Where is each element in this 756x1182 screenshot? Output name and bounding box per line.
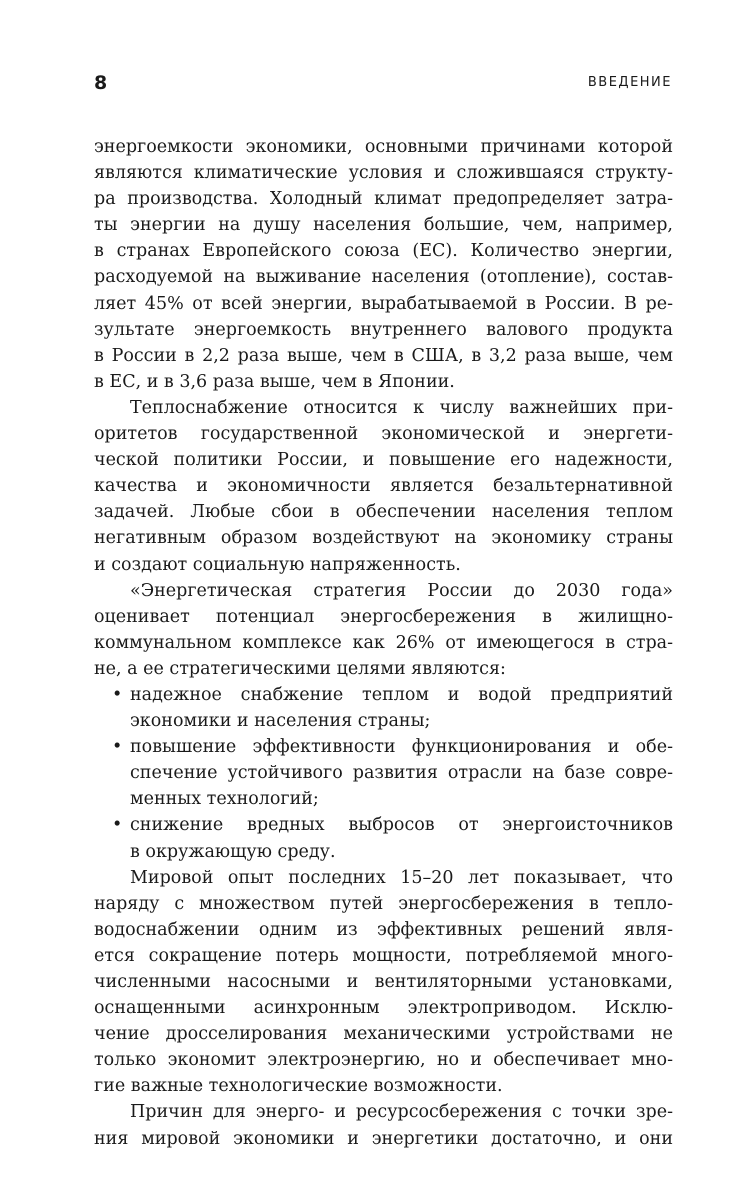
- text-line: качества и экономичности является безальтернативной: [94, 476, 673, 497]
- text-line: и создают социальную напряженность.: [94, 554, 461, 575]
- bullet-icon: •: [112, 815, 123, 836]
- list-item: [94, 682, 673, 734]
- page-number: 8: [94, 72, 108, 94]
- paragraph: [94, 1099, 673, 1151]
- page-header: [94, 72, 672, 100]
- text-line: повышение эффективности функционирования и обе-: [130, 737, 673, 758]
- text-line: водоснабжении одним из эффективных решений явля-: [94, 919, 673, 940]
- text-line: Причин для энерго- и ресурсосбережения с точки зре-: [130, 1102, 673, 1123]
- text-line: только экономит электроэнергию, но и обеспечивает мно-: [94, 1050, 673, 1071]
- text-line: ты энергии на душу населения большие, чем, например,: [94, 215, 673, 236]
- text-line: оснащенными асинхронным электроприводом. Исклю-: [94, 998, 673, 1019]
- text-line: «Энергетическая стратегия России до 2030 года»: [130, 580, 673, 601]
- bullet-icon: •: [112, 737, 123, 758]
- text-line: в ЕС, и в 3,6 раза выше, чем в Японии.: [94, 371, 455, 392]
- text-line: наряду с множеством путей энергосбережения в тепло-: [94, 893, 673, 914]
- paragraph: [94, 134, 673, 395]
- paragraph: [94, 865, 673, 1100]
- list-item: [94, 812, 673, 864]
- text-line: в странах Европейского союза (ЕС). Количество энергии,: [94, 241, 673, 262]
- text-line: численными насосными и вентиляторными установками,: [94, 972, 673, 992]
- text-line: не, а ее стратегическими целями являются:: [94, 658, 506, 679]
- text-line: чение дросселирования механическими устройствами не: [94, 1024, 673, 1045]
- text-line: оценивает потенциал энергосбережения в жилищно-: [94, 606, 673, 627]
- text-line: энергоемкости экономики, основными причинами которой: [94, 137, 673, 157]
- text-line: Теплоснабжение относится к числу важнейших при-: [130, 397, 673, 418]
- text-line: являются климатические условия и сложившаяся структу-: [94, 163, 673, 184]
- text-line: расходуемой на выживание населения (отопление), состав-: [94, 267, 673, 288]
- text-line: спечение устойчивого развития отрасли на базе совре-: [130, 763, 673, 784]
- text-line: зультате энергоемкость внутреннего валового продукта: [94, 319, 673, 340]
- paragraph: [94, 395, 673, 578]
- bullet-icon: •: [112, 684, 123, 705]
- text-line: ния мировой экономики и энергетики достаточно, и они: [94, 1128, 673, 1149]
- text-line: Мировой опыт последних 15–20 лет показывает, что: [130, 867, 673, 888]
- text-line: оритетов государственной экономической и энергети-: [94, 424, 673, 445]
- text-line: экономики и населения страны;: [130, 711, 431, 732]
- text-line: снижение вредных выбросов от энергоисточников: [130, 815, 673, 836]
- paragraph: [94, 578, 673, 682]
- body-text: [94, 134, 673, 1152]
- text-line: коммунальном комплексе как 26% от имеющегося в стра-: [94, 632, 673, 653]
- running-head: ВВЕДЕНИЕ: [587, 75, 672, 90]
- text-line: надежное снабжение теплом и водой предприятий: [130, 684, 673, 705]
- text-line: ляет 45% от всей энергии, вырабатываемой в России. В ре-: [94, 293, 673, 314]
- text-line: менных технологий;: [130, 789, 319, 810]
- text-line: негативным образом воздействуют на экономику страны: [94, 528, 673, 549]
- bullet-list: [94, 682, 673, 865]
- text-line: в окружающую среду.: [130, 841, 336, 862]
- text-line: ческой политики России, и повышение его надежности,: [94, 450, 673, 471]
- text-line: гие важные технологические возможности.: [94, 1076, 503, 1097]
- text-line: в России в 2,2 раза выше, чем в США, в 3,2 раза выше, чем: [94, 345, 673, 366]
- text-line: ра производства. Холодный климат предопределяет затра-: [94, 189, 673, 210]
- text-line: задачей. Любые сбои в обеспечении населения теплом: [94, 502, 673, 523]
- text-line: ется сокращение потерь мощности, потребляемой много-: [94, 945, 673, 966]
- list-item: [94, 734, 673, 812]
